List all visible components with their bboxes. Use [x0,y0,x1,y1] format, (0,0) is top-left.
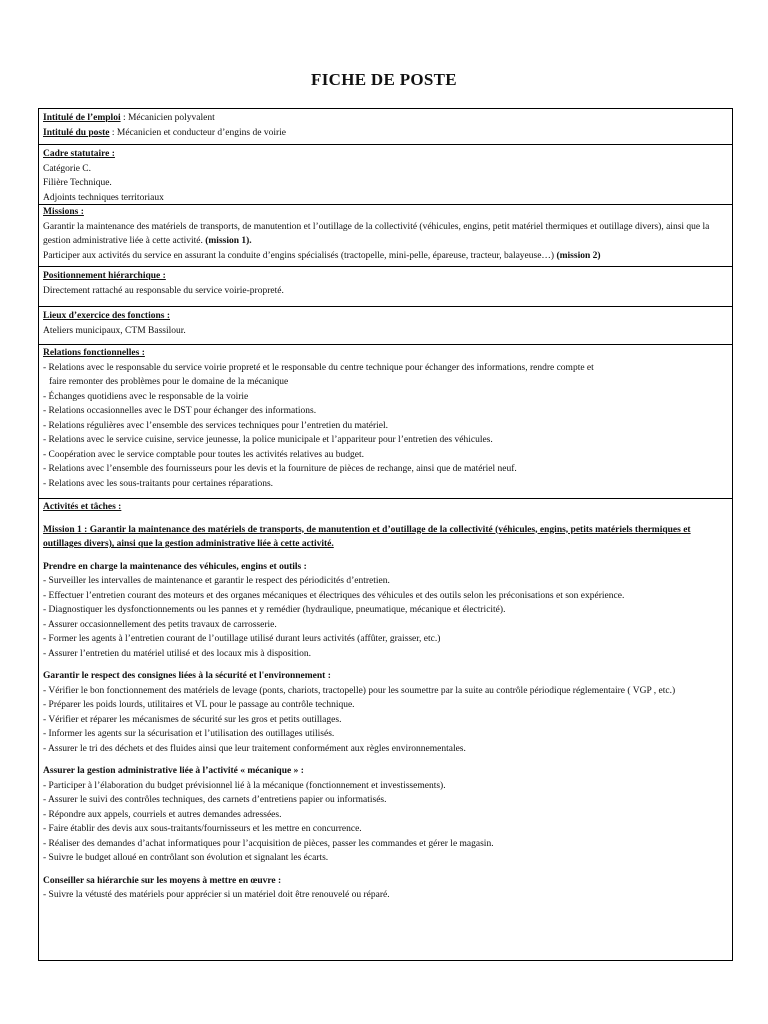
task-item: - Assurer l’entretien du matériel utilisé et des locaux mis à disposition. [43,648,312,659]
positionnement-text: Directement rattaché au responsable du service voirie-propreté. [43,285,284,296]
relations-item: - Échanges quotidiens avec le responsable de la voirie [43,391,249,402]
task-item: - Former les agents à l’entretien courant de l’outillage utilisé durant leurs activités (affûter, graisser, etc.) [43,634,441,644]
relations-section [39,345,732,499]
job-sheet-table [38,108,733,961]
group-title: Assurer la gestion administrative liée à l’activité « mécanique » : [43,766,304,776]
mission-1-heading: Mission 1 : Garantir la maintenance des matériels de transports, de manutention et d’outillage de la collectivité (véhicules, engins, petits matériels thermiques et outillages divers), ainsi que la gestion administrative liée à cette activité. [43,524,691,549]
mission-1-text: Garantir la maintenance des matériels de transports, de manutention et l’outillage de la collectivité (véhicules, engins, petit matériel thermiques et outillage divers), ainsi que la gestion administrative liée à cette activité. (mission 1). [43,221,710,246]
relations-item: - Relations régulières avec l’ensemble des services techniques pour l’entretien du matériel. [43,420,389,431]
group-title: Conseiller sa hiérarchie sur les moyens à mettre en œuvre : [43,875,282,886]
lieux-heading: Lieux d’exercice des fonctions : [43,311,170,321]
task-item: - Suivre la vétusté des matériels pour apprécier si un matériel doit être renouvelé ou réparé. [43,890,390,900]
emploi-value: : Mécanicien polyvalent [120,113,215,123]
emploi-line [43,111,728,126]
cadre-section [39,145,732,205]
relations-item: - Relations avec le service cuisine, service jeunesse, la police municipale et l’appariteur pour l’entretien des véhicules. [43,435,493,445]
lieux-text: Ateliers municipaux, CTM Bassilour. [43,325,186,336]
task-item: - Suivre le budget alloué en contrôlant son évolution et signalant les écarts. [43,853,329,863]
task-item: - Surveiller les intervalles de maintenance et garantir le respect des périodicités d’entretien. [43,576,390,586]
activites-heading: Activités et tâches : [43,502,122,512]
relations-item: - Relations avec l’ensemble des fournisseurs pour les devis et la fourniture de pièces de rechange, ainsi que de matériel neuf. [43,464,517,474]
task-item: - Assurer le suivi des contrôles techniques, des carnets d’entretiens papier ou informatisés. [43,795,387,805]
task-item: - Réaliser des demandes d’achat informatiques pour l’acquisition de pièces, passer les commandes et gérer le magasin. [43,838,494,849]
lieux-section [39,307,732,345]
missions-section [39,205,732,267]
positionnement-heading: Positionnement hiérarchique : [43,271,166,281]
relations-item: - Relations occasionnelles avec le DST pour échanger des informations. [43,406,317,416]
cadre-line: Adjoints techniques territoriaux [43,192,164,203]
cadre-line: Catégorie C. [43,163,92,174]
emploi-label: Intitulé de l’emploi [43,113,121,123]
mission-2-text: Participer aux activités du service en assurant la conduite d’engins spécialisés (tractopelle, mini-pelle, épareuse, tracteur, balayeuse…) (mission 2) [43,250,601,261]
task-item: - Effectuer l’entretien courant des moteurs et des organes mécaniques et électriques des véhicules et des outils selon les préconisations et son expérience. [43,590,625,601]
group-title: Garantir le respect des consignes liées à la sécurité et l'environnement : [43,671,331,681]
task-item: - Répondre aux appels, courriels et autres demandes adressées. [43,809,282,820]
relations-item: - Relations avec les sous-traitants pour certaines réparations. [43,478,274,489]
poste-line [43,126,728,141]
activites-section [39,499,732,961]
poste-label: Intitulé du poste [43,127,110,138]
task-item: - Préparer les poids lourds, utilitaires et VL pour le passage au contrôle technique. [43,700,355,710]
task-item: - Faire établir des devis aux sous-traitants/fournisseurs et les mettre en concurrence. [43,824,362,834]
task-item: - Vérifier et réparer les mécanismes de sécurité sur les gros et petits outillages. [43,714,342,725]
relations-item: - Coopération avec le service comptable pour toutes les activités relatives au budget. [43,449,365,460]
cadre-line: Filière Technique. [43,178,112,188]
cadre-heading: Cadre statutaire : [43,149,115,159]
poste-value: : Mécanicien et conducteur d’engins de voirie [109,127,286,138]
intitule-section [39,109,732,145]
task-item: - Vérifier le bon fonctionnement des matériels de levage (ponts, chariots, tractopelle) pour les soumettre par la suite au contrôle périodique réglementaire ( VGP , etc.) [43,685,676,696]
task-item: - Assurer occasionnellement des petits travaux de carrosserie. [43,619,277,630]
task-item: - Diagnostiquer les dysfonctionnements ou les pannes et y remédier (hydraulique, pneumatique, mécanique et électricité). [43,605,506,615]
relations-heading: Relations fonctionnelles : [43,348,145,358]
relations-item: - Relations avec le responsable du service voirie propreté et le responsable du centre technique pour échanger des informations, rendre compte et [43,362,594,373]
relations-item-continuation: faire remonter des problèmes pour le domaine de la mécanique [49,377,289,387]
group-title: Prendre en charge la maintenance des véhicules, engins et outils : [43,561,307,572]
task-item: - Informer les agents sur la sécurisation et l’utilisation des outillages utilisés. [43,729,335,739]
positionnement-section [39,267,732,307]
missions-heading: Missions : [43,207,84,217]
task-item: - Assurer le tri des déchets et des fluides ainsi que leur traitement conformément aux règles environnementales. [43,743,466,754]
task-item: - Participer à l’élaboration du budget prévisionnel lié à la mécanique (fonctionnement et investissements). [43,780,446,791]
page-title: FICHE DE POSTE [311,70,457,89]
